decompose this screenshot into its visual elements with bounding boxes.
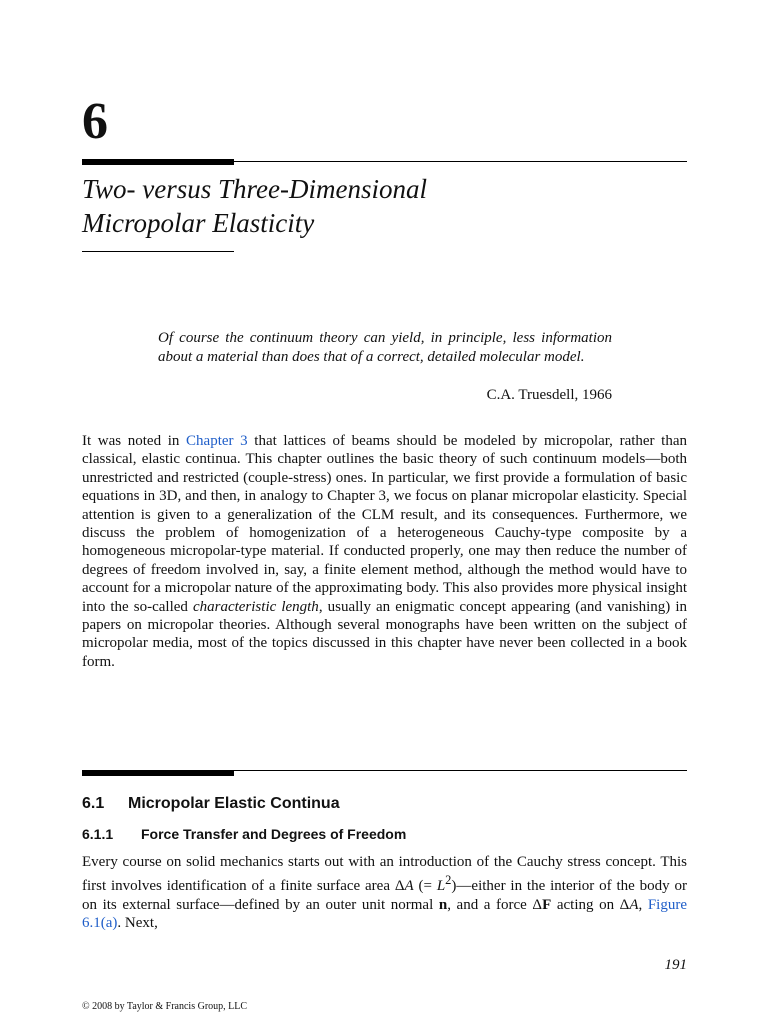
cauchy-stress-paragraph	[82, 853, 687, 933]
chapter-rule-thick	[82, 159, 234, 165]
chapter-3-link[interactable]: Chapter 3	[186, 433, 248, 449]
math-var-L: L	[436, 878, 446, 895]
subsection-heading	[82, 826, 406, 842]
section-rule-thin	[234, 770, 687, 771]
para2-text-5: acting on Δ	[551, 896, 630, 913]
characteristic-length-term: characteristic length	[192, 598, 319, 615]
math-vector-n: n	[438, 896, 448, 913]
section-title: Micropolar Elastic Continua	[128, 795, 340, 812]
math-var-A-2: A	[629, 896, 639, 913]
section-rule-thick	[82, 770, 234, 776]
epigraph-quote: Of course the continuum theory can yield, in principle, less information about a material than does that of a correct, detailed molecular model.	[158, 330, 612, 365]
chapter-number: 6	[82, 93, 108, 150]
para2-text-3: )—either in the interior of the body or on its external surface—defined by an outer unit normal	[82, 878, 687, 913]
section-number: 6.1	[82, 795, 105, 812]
chapter-rule-thin	[234, 161, 687, 162]
figure-6-1a-link[interactable]: Figure 6.1(a)	[82, 896, 687, 932]
page-number: 191	[664, 957, 687, 973]
math-var-A: A	[404, 878, 414, 895]
chapter-title-line-1: Two- versus Three-Dimensional	[82, 174, 427, 204]
para2-text-7: . Next,	[117, 915, 158, 932]
math-exponent: 2	[445, 873, 452, 888]
copyright-notice: © 2008 by Taylor & Francis Group, LLC	[82, 1001, 248, 1012]
para2-text-1: Every course on solid mechanics starts out with an introduction of the Cauchy stress concept. This first involves identification of a finite surface area Δ	[82, 854, 687, 895]
intro-text-1: It was noted in	[82, 433, 187, 449]
para2-text-4: , and a force Δ	[447, 896, 543, 913]
para2-text-6: ,	[638, 896, 648, 913]
section-heading	[82, 795, 340, 813]
epigraph-attribution: C.A. Truesdell, 1966	[486, 387, 612, 403]
math-vector-F: F	[542, 896, 552, 913]
intro-text-3: , usually an enigmatic concept appearing (and vanishing) in papers on micropolar theories. Although several monographs have been written on the subject of micropolar media, most of the topics discussed in this chapter have never been collected in a book form.	[82, 598, 687, 670]
chapter-title	[82, 172, 427, 240]
intro-paragraph	[82, 432, 687, 671]
title-underline-rule	[82, 251, 234, 252]
subsection-number: 6.1.1	[82, 826, 114, 842]
chapter-title-line-2: Micropolar Elasticity	[82, 208, 315, 238]
subsection-title: Force Transfer and Degrees of Freedom	[141, 826, 407, 842]
intro-text-2: that lattices of beams should be modeled by micropolar, rather than classical, elastic continua. This chapter outlines the basic theory of such continuum models—both unrestricted and restricted (couple-stress) ones. In particular, we first provide a formulation of basic equations in 3D, and then, in analogy to Chapter 3, we focus on planar micropolar elasticity. Special attention is given to a generalization of the CLM result, and its consequences. Furthermore, we discuss the problem of homogenization of a heterogeneous Cauchy-type composite by a homogeneous micropolar-type material. If conducted properly, one may then reduce the number of degrees of freedom involved in, say, a finite element method, although the method would have to account for a micropolar nature of the approximating body. This also provides more physical insight into the so-called	[82, 433, 688, 615]
para2-text-2: (=	[413, 878, 437, 895]
